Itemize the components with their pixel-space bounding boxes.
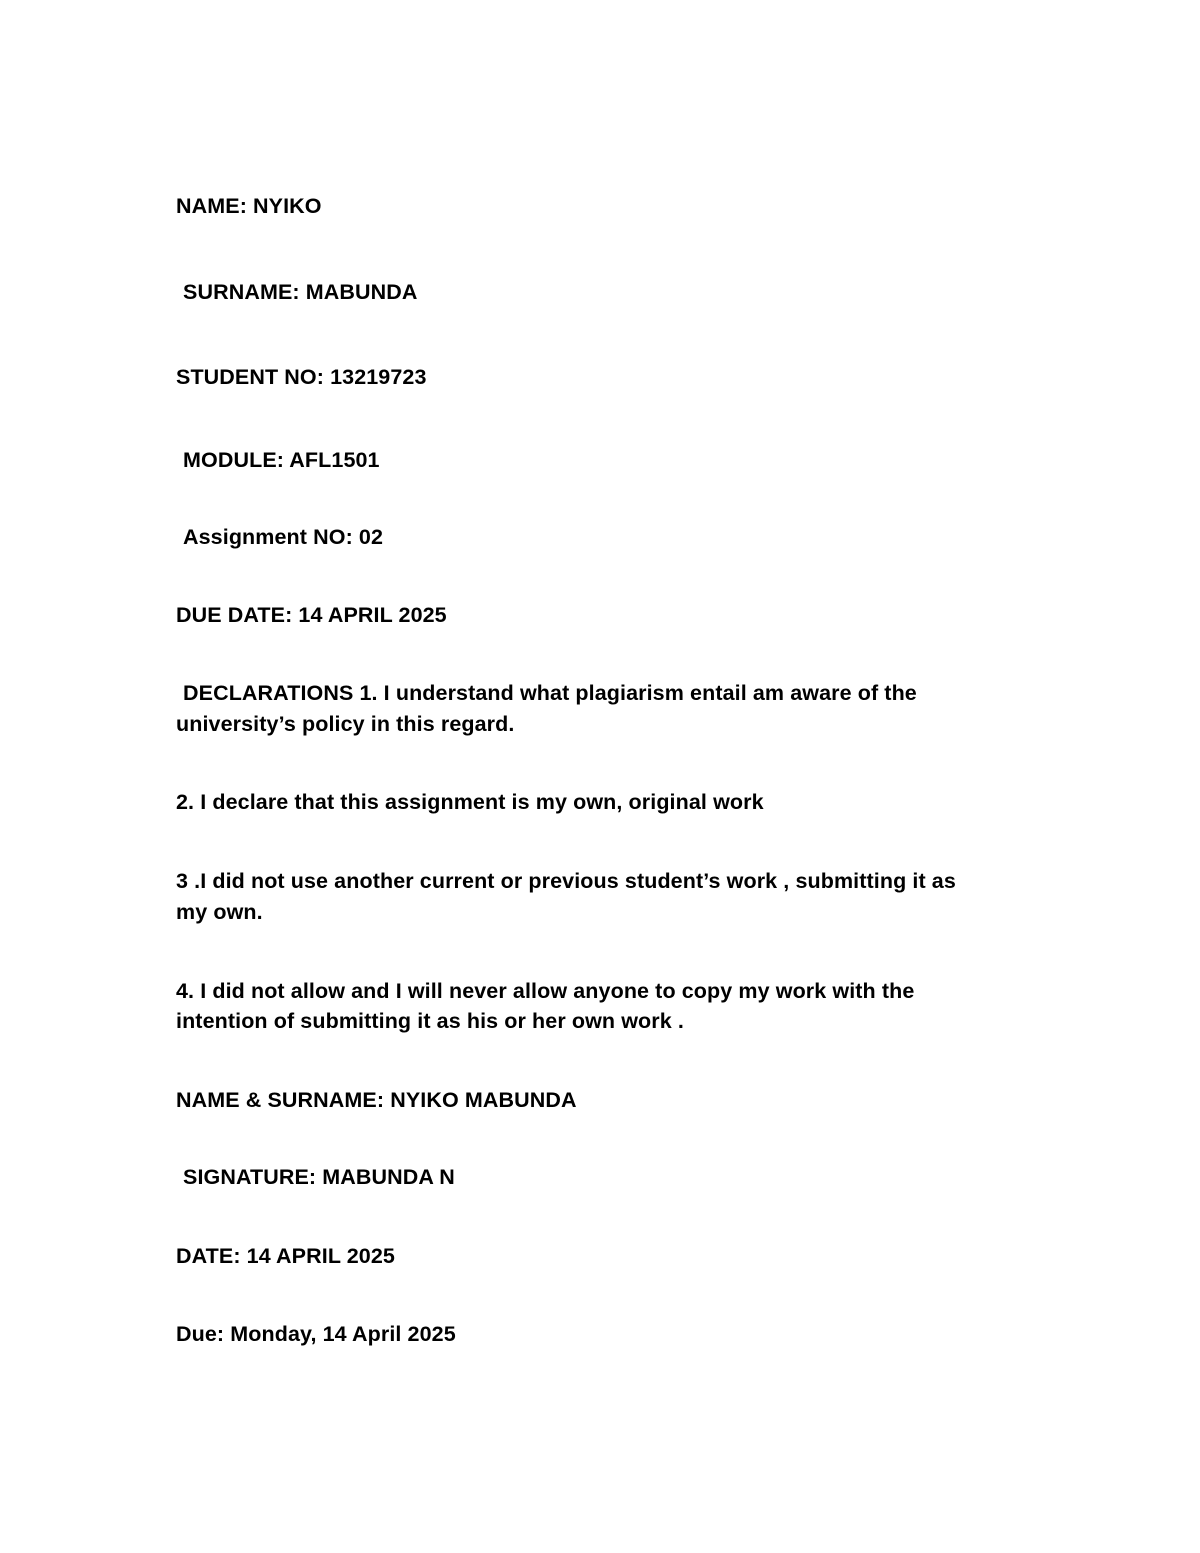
- due-line: Due: Monday, 14 April 2025: [176, 1322, 456, 1346]
- declaration-2: 2. I declare that this assignment is my own, original work: [176, 790, 764, 814]
- module-line: MODULE: AFL1501: [183, 448, 380, 472]
- name-surname-line: NAME & SURNAME: NYIKO MABUNDA: [176, 1088, 577, 1112]
- surname-line: SURNAME: MABUNDA: [183, 280, 418, 304]
- name-line: NAME: NYIKO: [176, 194, 322, 218]
- declaration-1-line-1: DECLARATIONS 1. I understand what plagiarism entail am aware of the: [183, 681, 917, 705]
- date-line: DATE: 14 APRIL 2025: [176, 1244, 395, 1268]
- student-no-line: STUDENT NO: 13219723: [176, 365, 427, 389]
- assignment-no-line: Assignment NO: 02: [183, 525, 384, 549]
- signature-line: SIGNATURE: MABUNDA N: [183, 1165, 455, 1189]
- declaration-3-line-2: my own.: [176, 900, 263, 924]
- declaration-1-line-2: university’s policy in this regard.: [176, 712, 515, 736]
- declaration-4-line-2: intention of submitting it as his or her own work .: [176, 1009, 684, 1033]
- declaration-4-line-1: 4. I did not allow and I will never allow anyone to copy my work with the: [176, 979, 915, 1003]
- due-date-line: DUE DATE: 14 APRIL 2025: [176, 603, 447, 627]
- declaration-3-line-1: 3 .I did not use another current or previous student’s work , submitting it as: [176, 869, 956, 893]
